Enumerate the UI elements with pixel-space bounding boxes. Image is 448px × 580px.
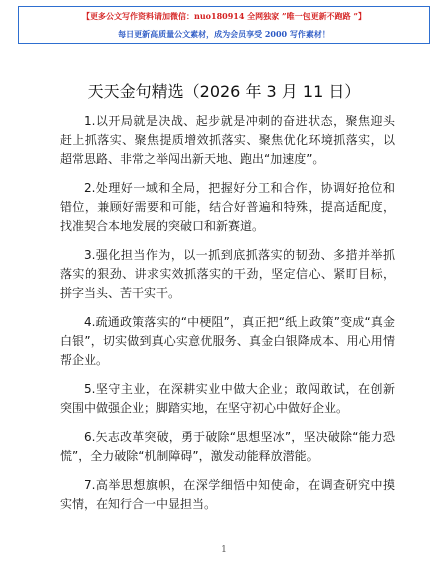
paragraph-7: 7.高举思想旗帜，在深学细悟中知使命，在调查研究中摸实情，在知行合一中显担当。 (60, 478, 395, 511)
promo-banner (18, 6, 430, 44)
paragraph-6: 6.矢志改革突破，勇于破除“思想坚冰”，坚决破除“能力恐慌”，全力破除“机制障碍”，激发动能释放潜能。 (60, 430, 395, 463)
paragraph-4: 4.疏通政策落实的“中梗阻”，真正把“纸上政策”变成“真金白银”，切实做到真心实意优服务、真金白银降成本、用心用情帮企业。 (60, 315, 395, 367)
paragraph-2: 2.处理好一域和全局，把握好分工和合作，协调好抢位和错位，兼顾好需要和可能，结合好普遍和特殊，提高适配度，找准契合本地发展的突破口和新赛道。 (60, 181, 395, 233)
promo-banner-line1: 【更多公文写作资料请加微信：nuo180914 全网独家 ”唯一包更新不跑路 ”】 (82, 11, 366, 21)
promo-banner-line2: 每日更新高质量公文素材，成为会员享受 2000 写作素材！ (118, 29, 330, 39)
paragraph-1: 1.以开局就是决战、起步就是冲刺的奋进状态，聚焦迎头赶上抓落实、聚焦提质增效抓落实、聚焦优化环境抓落实，以超常思路、非常之举闯出新天地、跑出“加速度”。 (60, 114, 395, 166)
paragraph-3: 3.强化担当作为，以一抓到底抓落实的韧劲、多措并举抓落实的狠劲、讲求实效抓落实的干劲，坚定信心、紧盯目标，拼字当头、苦干实干。 (60, 248, 395, 300)
document-body (60, 112, 395, 524)
page-number: 1 (221, 545, 227, 555)
paragraph-5: 5.坚守主业，在深耕实业中做大企业；敢闯敢试，在创新突围中做强企业；脚踏实地，在坚守初心中做好企业。 (60, 382, 395, 415)
document-title: 天天金句精选（2026 年 3 月 11 日） (87, 82, 361, 101)
